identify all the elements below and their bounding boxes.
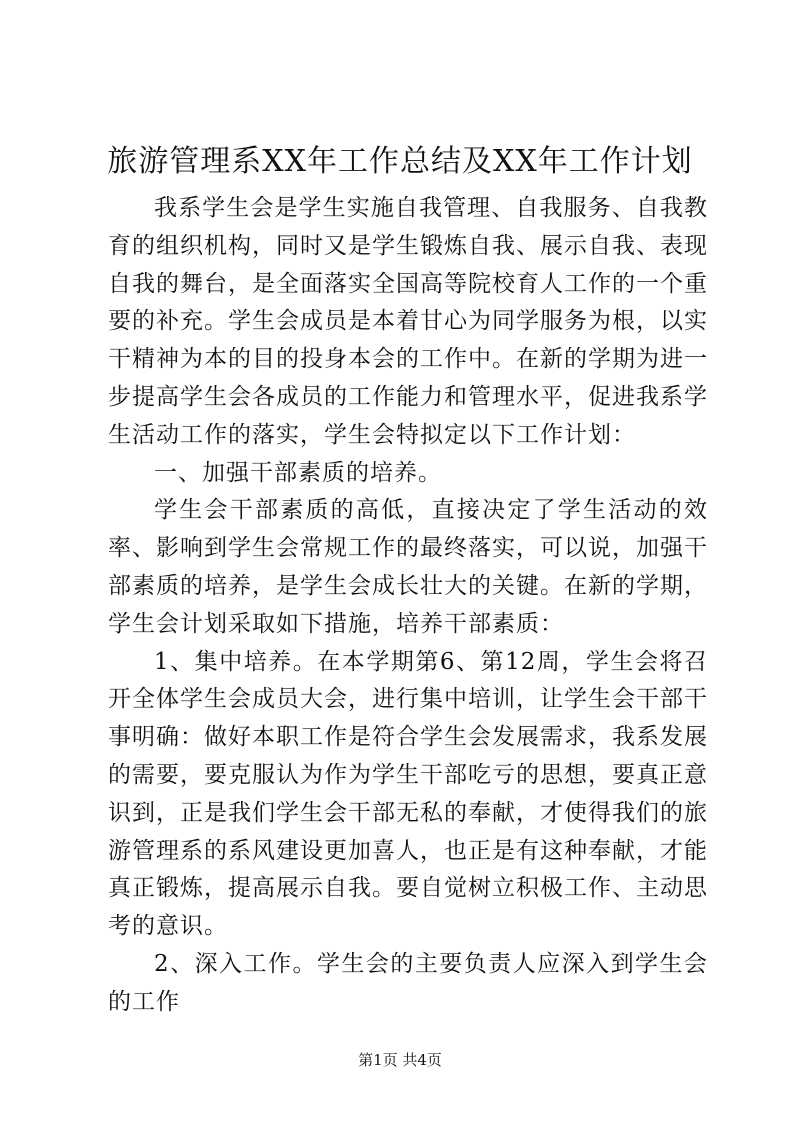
document-title: 旅游管理系XX年工作总结及XX年工作计划: [107, 144, 693, 179]
paragraph-centralized-training: 1、集中培养。在本学期第6、第12周，学生会将召开全体学生会成员大会，进行集中培训，让学生会干部干事明确：做好本职工作是符合学生会发展需求，我系发展的需要，要克服认为作为学生干部吃亏的思想，要真正意识到，正是我们学生会干部无私的奉献，才使得我们的旅游管理系的系风建设更加喜人，也正是有这种奉献，才能真正锻炼，提高展示自我。要自觉树立积极工作、主动思考的意识。: [108, 648, 708, 940]
section-heading-1: 一、加强干部素质的培养。: [154, 459, 442, 486]
page-footer: 第1页 共4页: [358, 1051, 442, 1069]
paragraph-in-depth-work: 2、深入工作。学生会的主要负责人应深入到学生会的工作: [108, 950, 708, 1015]
paragraph-intro: 我系学生会是学生实施自我管理、自我服务、自我教育的组织机构，同时又是学生锻炼自我、展示自我、表现自我的舞台，是全面落实全国高等院校育人工作的一个重要的补充。学生会成员是本着甘心为同学服务为根，以实干精神为本的目的投身本会的工作中。在新的学期为进一步提高学生会各成员的工作能力和管理水平，促进我系学生活动工作的落实，学生会特拟定以下工作计划：: [108, 195, 708, 448]
document-body: [108, 190, 708, 1022]
paragraph-cadre-quality: 学生会干部素质的高低，直接决定了学生活动的效率、影响到学生会常规工作的最终落实，可以说，加强干部素质的培养，是学生会成长壮大的关键。在新的学期，学生会计划采取如下措施，培养干部素质：: [108, 497, 708, 637]
